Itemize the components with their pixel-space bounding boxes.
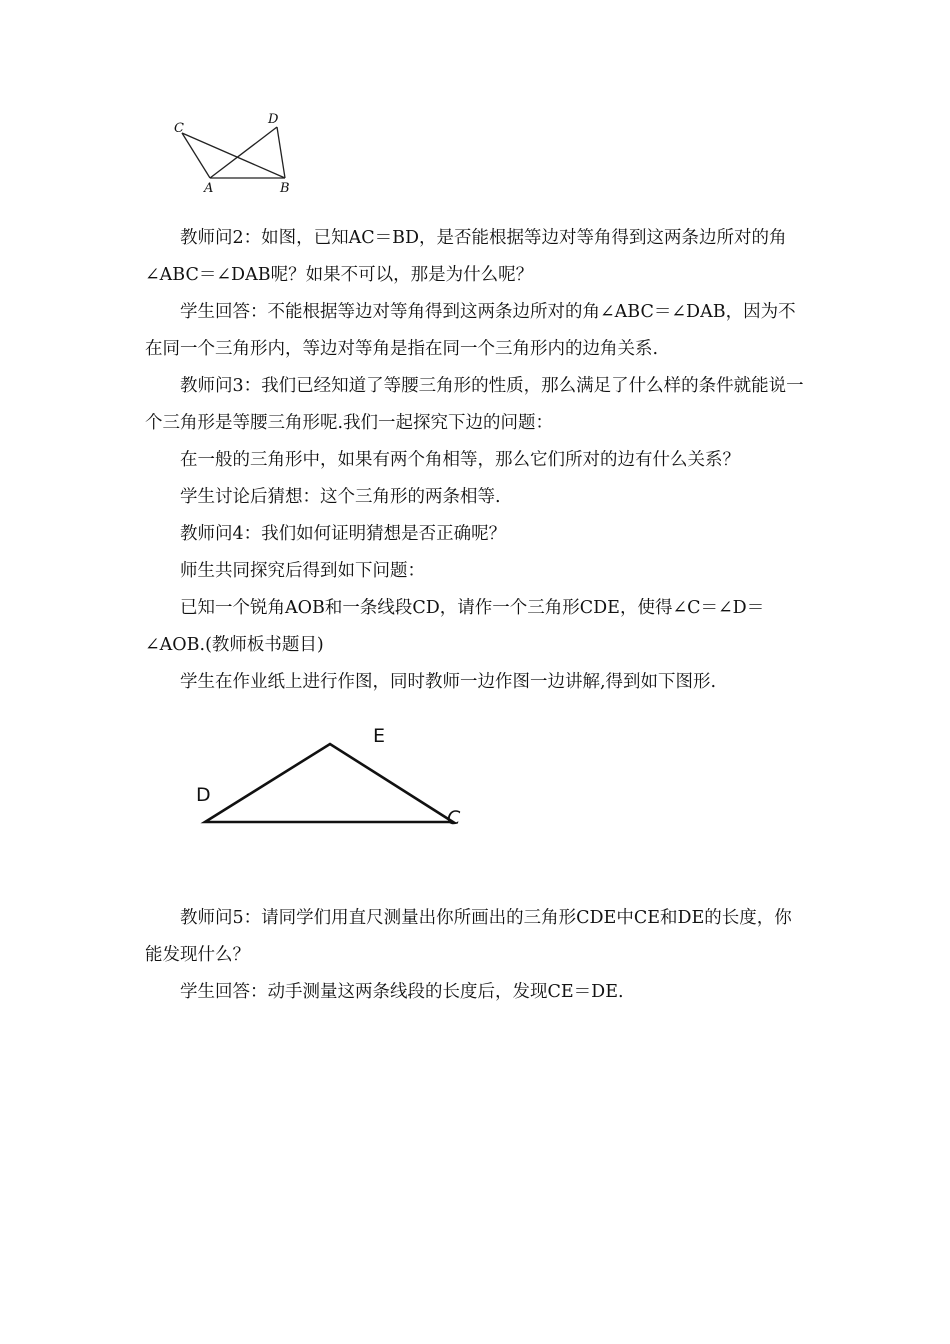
label-c2: C [447,807,461,829]
figure-abcd [170,110,300,200]
paragraph-teacher-q4: 教师问4：我们如何证明猜想是否正确呢？ [180,524,507,544]
paragraph-teacher-q3: 教师问3：我们已经知道了等腰三角形的性质，那么满足了什么样的条件就能说一个三角形是等腰三角形呢.我们一起探究下边的问题： [145,376,804,433]
paragraph-student-answer-2: 学生回答：动手测量这两条线段的长度后，发现CE＝DE. [180,982,624,1002]
label-a: A [204,181,214,196]
label-b: B [280,181,290,196]
paragraph-student-answer-1: 学生回答：不能根据等边对等角得到这两条边所对的角∠ABC＝∠DAB，因为不在同一个三角形内，等边对等角是指在同一个三角形内的边角关系. [145,302,796,359]
segment-db [277,127,285,178]
label-d: D [268,112,279,127]
paragraph-joint-explore: 师生共同探究后得到如下问题： [180,561,425,581]
label-c: C [174,121,184,136]
paragraph-teacher-q2: 教师问2：如图，已知AC＝BD，是否能根据等边对等角得到这两条边所对的角∠ABC＝∠DAB呢？如果不可以，那是为什么呢？ [145,228,787,285]
label-d2: D [196,784,211,806]
paragraph-problem: 已知一个锐角AOB和一条线段CD，请作一个三角形CDE，使得∠C＝∠D＝∠AOB.(教师板书题目) [145,598,765,655]
paragraph-question: 在一般的三角形中，如果有两个角相等，那么它们所对的边有什么关系？ [180,450,740,470]
paragraph-student-guess: 学生讨论后猜想：这个三角形的两条相等. [180,487,501,507]
figure-abcd-svg [170,110,300,200]
triangle-cde [205,744,453,822]
label-e: E [373,725,386,747]
paragraph-teacher-q5: 教师问5：请同学们用直尺测量出你所画出的三角形CDE中CE和DE的长度，你能发现什么？ [145,908,792,965]
paragraph-construction: 学生在作业纸上进行作图，同时教师一边作图一边讲解,得到如下图形. [180,672,717,692]
figure-triangle-cde-svg [185,720,475,835]
figure-triangle-cde [185,720,475,835]
segment-cb [182,133,285,178]
